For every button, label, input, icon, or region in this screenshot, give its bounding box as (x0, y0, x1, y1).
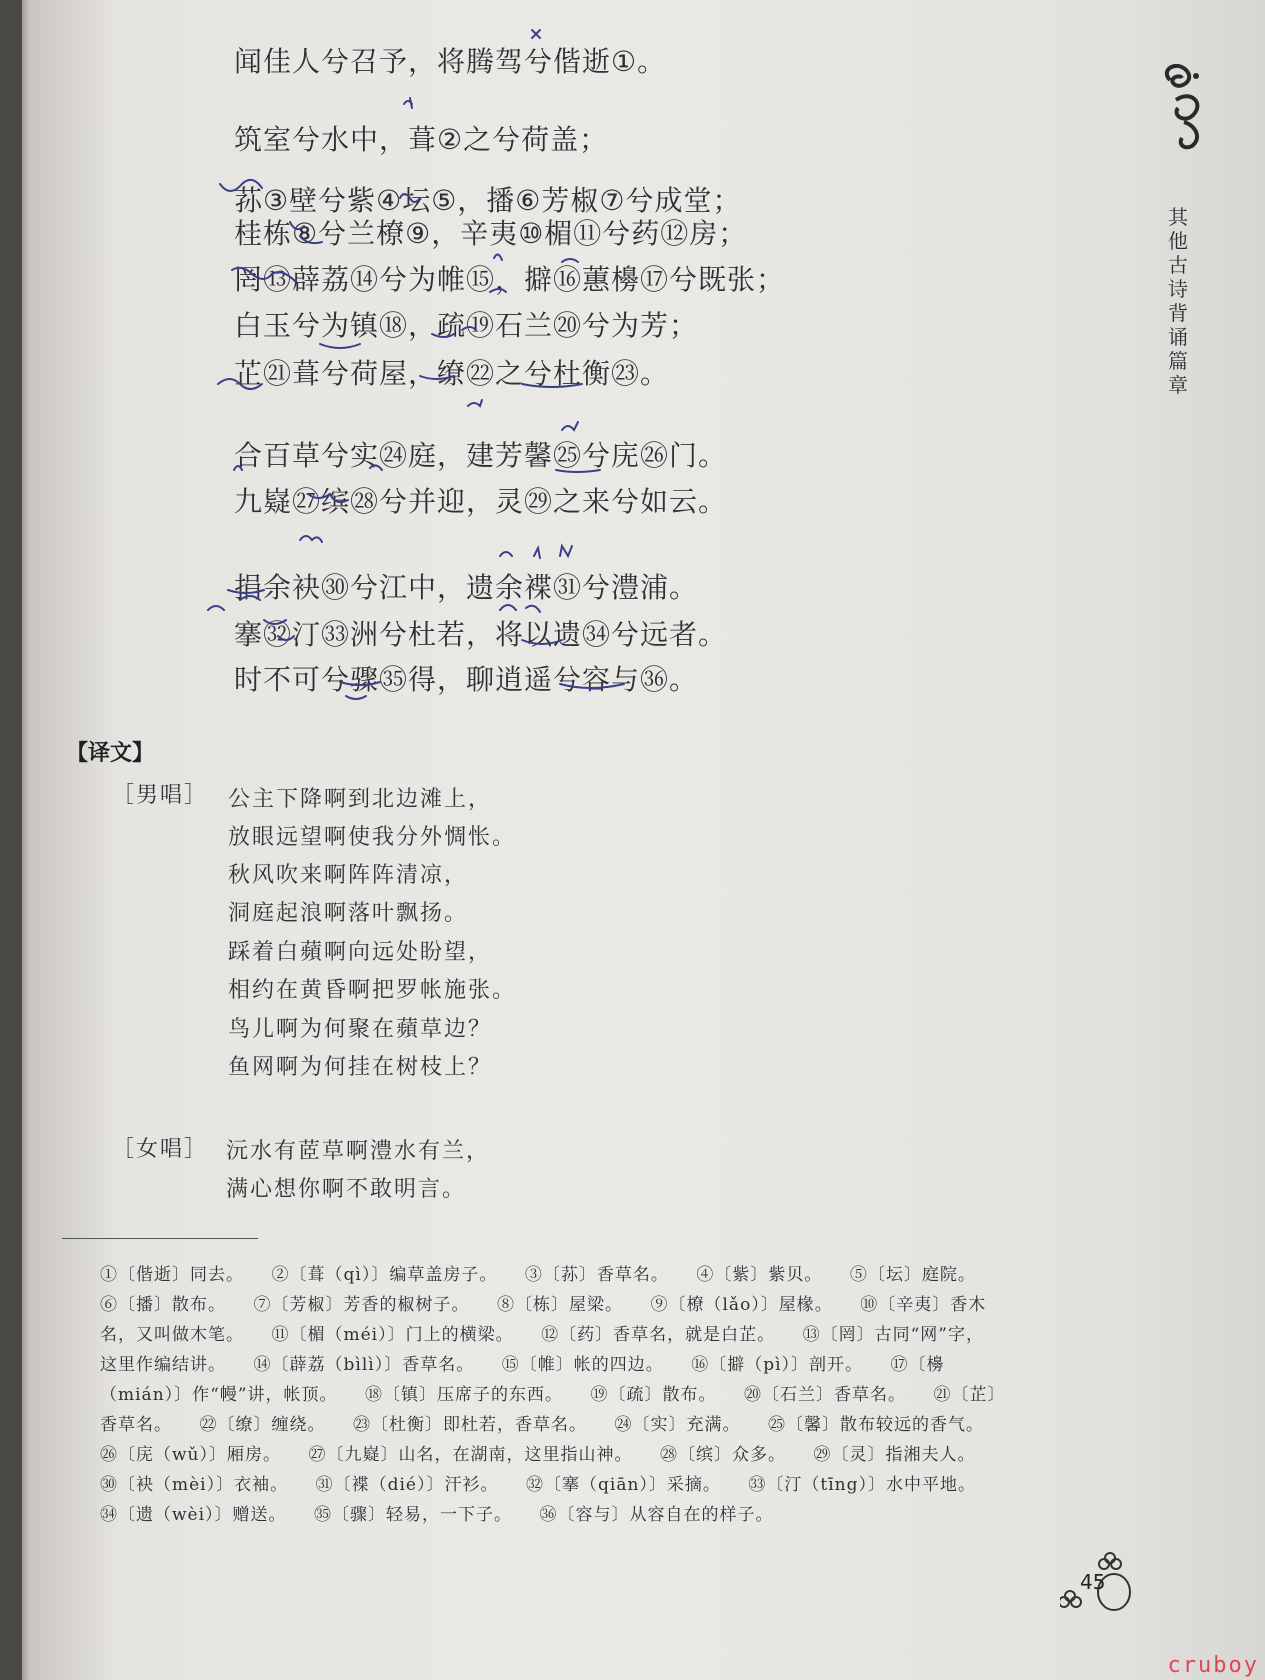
poem-line: 桂栋⑧兮兰橑⑨，辛夷⑩楣⑪兮药⑫房； (234, 217, 748, 250)
verse-line: 沅水有茝草啊澧水有兰， (226, 1139, 491, 1164)
footnote-line: （mián）〕作“幔”讲，帐顶。 ⑱〔镇〕压席子的东西。 ⑲〔疏〕散布。 ⑳〔石兰〕香草名。 ㉑〔芷〕 (100, 1385, 1006, 1405)
poem-line: 捐余袂㉚兮江中，遗余褋㉛兮澧浦。 (234, 571, 699, 604)
verse-line: 满心想你啊不敢明言。 (226, 1177, 467, 1202)
watermark: cruboy (1167, 1653, 1259, 1678)
poem-line: 罔⑬薜荔⑭兮为帷⑮，擗⑯蕙櫋⑰兮既张； (234, 263, 786, 296)
poem-line: 时不可兮骤㉟得，聊逍遥兮容与㊱。 (234, 663, 699, 696)
footnote-line: ㉚〔袂（mèi）〕衣袖。 ㉛〔褋（dié）〕汗衫。 ㉜〔搴（qiān）〕采摘。 ㉝〔汀（tīng）〕水中平地。 (100, 1475, 976, 1495)
verse-line: 放眼远望啊使我分外惆怅。 (228, 825, 517, 850)
poem-line: 筑室兮水中，葺②之兮荷盖； (234, 123, 609, 156)
page-number: 45 (1080, 1570, 1106, 1594)
footnote-line: 香草名。 ㉒〔缭〕缠绕。 ㉓〔杜衡〕即杜若，香草名。 ㉔〔实〕充满。 ㉕〔馨〕散布较远的香气。 (100, 1415, 984, 1435)
poem-line: 合百草兮实㉔庭，建芳馨㉕兮庑㉖门。 (234, 439, 728, 472)
poem-line: 白玉兮为镇⑱，疏⑲石兰⑳兮为芳； (234, 309, 699, 342)
footnote-line: ⑥〔播〕散布。 ⑦〔芳椒〕芳香的椒树子。 ⑧〔栋〕屋梁。 ⑨〔橑（lǎo）〕屋椽。 ⑩〔辛夷〕香木 (100, 1295, 987, 1315)
poem-line: 搴㉜汀㉝洲兮杜若，将以遗㉞兮远者。 (234, 618, 728, 651)
poem-line: 芷㉑葺兮荷屋，缭㉒之兮杜衡㉓。 (234, 357, 670, 390)
footnote-divider (62, 1238, 258, 1239)
verse-line: 鸟儿啊为何聚在蘋草边？ (228, 1017, 493, 1042)
footnote-line: ①〔偕逝〕同去。 ②〔葺（qì）〕编草盖房子。 ③〔荪〕香草名。 ④〔紫〕紫贝。 ⑤〔坛〕庭院。 (100, 1265, 976, 1285)
verse-line: 相约在黄昏啊把罗帐施张。 (228, 978, 517, 1003)
footnote-line: ㉞〔遗（wèi）〕赠送。 ㉟〔骤〕轻易，一下子。 ㊱〔容与〕从容自在的样子。 (100, 1505, 774, 1525)
poem-line: 闻佳人兮召予，将腾驾兮偕逝①。 (234, 45, 667, 78)
verse-line: 秋风吹来啊阵阵清凉， (228, 863, 469, 888)
footnote-line: 这里作编结讲。 ⑭〔薜荔（bìlì）〕香草名。 ⑮〔帷〕帐的四边。 ⑯〔擗（pì）〕剖开。 ⑰〔櫋 (100, 1355, 945, 1375)
book-spine (0, 0, 22, 1680)
female-role-label: ［女唱］ (112, 1137, 209, 1162)
poem-line: 九嶷㉗缤㉘兮并迎，灵㉙之来兮如云。 (234, 485, 728, 518)
footnote-line: ㉖〔庑（wǔ）〕厢房。 ㉗〔九嶷〕山名，在湖南，这里指山神。 ㉘〔缤〕众多。 ㉙〔灵〕指湘夫人。 (100, 1445, 976, 1465)
male-role-label: ［男唱］ (112, 783, 209, 808)
footnote-line: 名，又叫做木笔。 ⑪〔楣（méi）〕门上的横梁。 ⑫〔药〕香草名，就是白芷。 ⑬〔罔〕古同“网”字， (100, 1325, 984, 1345)
poem-line: 荪③壁兮紫④坛⑤，播⑥芳椒⑦兮成堂； (234, 184, 742, 217)
verse-line: 踩着白蘋啊向远处盼望， (228, 940, 493, 965)
verse-line: 鱼网啊为何挂在树枝上？ (228, 1055, 493, 1080)
verse-line: 公主下降啊到北边滩上， (228, 787, 493, 812)
translation-heading: 【译文】 (66, 741, 155, 766)
flourish-icon (1156, 60, 1212, 150)
verse-line: 洞庭起浪啊落叶飘扬。 (228, 901, 469, 926)
chapter-side-title: 其他古诗背诵篇章 (1168, 205, 1188, 397)
